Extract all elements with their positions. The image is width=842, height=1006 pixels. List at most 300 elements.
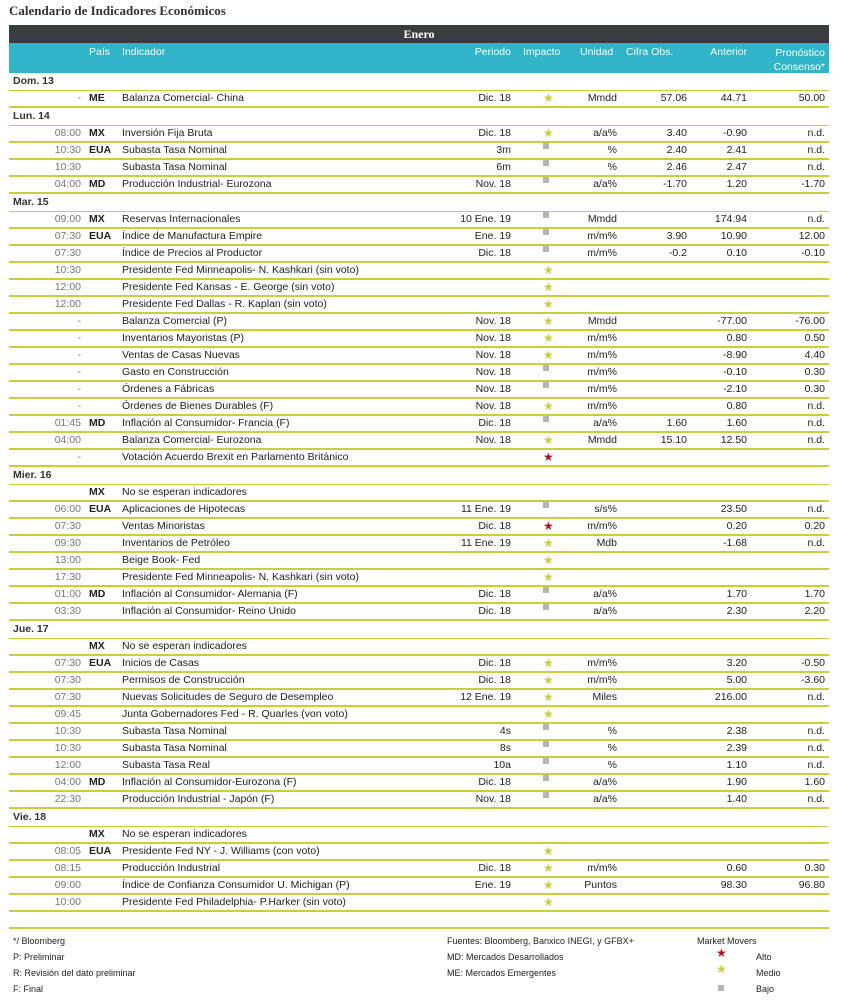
legend-medio-icon: ★	[716, 962, 727, 976]
cell-hora: 17:30	[54, 571, 81, 583]
cell-ind: Subasta Tasa Real	[122, 759, 210, 771]
cell-ant: 2.39	[726, 742, 747, 754]
cell-uni: m/m%	[587, 366, 617, 378]
cell-ind: Gasto en Construcción	[122, 366, 229, 378]
cell-ant: 1.20	[726, 178, 747, 190]
cell-uni: Mmdd	[587, 92, 617, 104]
cell-per: Dic. 18	[478, 588, 511, 600]
cell-ind: Permisos de Construcción	[122, 674, 245, 686]
cell-ant: 3.20	[726, 657, 747, 669]
cell-pron: n.d.	[807, 759, 825, 771]
cell-uni: m/m%	[587, 674, 617, 686]
cell-ind: Subasta Tasa Nominal	[122, 742, 227, 754]
legend-alto-label: Alto	[756, 952, 772, 962]
cell-uni: a/a%	[593, 178, 617, 190]
cell-pais: MX	[89, 127, 105, 139]
cell-cifra: 15.10	[660, 434, 687, 446]
cell-pais: EUA	[89, 657, 112, 669]
cell-uni: a/a%	[593, 127, 617, 139]
cell-per: Nov. 18	[475, 332, 511, 344]
cell-cifra: 2.40	[666, 144, 687, 156]
legend-title: Market Movers	[697, 936, 757, 946]
cell-uni: %	[607, 759, 617, 771]
cell-uni: Miles	[592, 691, 617, 703]
cell-hora: 10:00	[54, 896, 81, 908]
cell-pron: -76.00	[795, 315, 825, 327]
cell-uni: a/a%	[593, 417, 617, 429]
cell-hora: 04:00	[54, 434, 81, 446]
cell-pais: MD	[89, 776, 106, 788]
cell-ind: Inversión Fija Bruta	[122, 127, 213, 139]
cell-hora: 10:30	[54, 144, 81, 156]
cell-ant: 1.10	[726, 759, 747, 771]
cell-pron: 96.80	[798, 879, 825, 891]
cell-pron: n.d.	[807, 742, 825, 754]
cell-per: Dic. 18	[478, 605, 511, 617]
table-row: 08:15 Producción Industrial Dic. 18 m/m% 0.60 0.30 ★	[9, 861, 829, 878]
cell-ind: Inflación al Consumidor- Francia (F)	[122, 417, 290, 429]
cell-pron: n.d.	[807, 127, 825, 139]
col-unidad: Unidad	[580, 46, 614, 58]
col-pronostico	[774, 46, 825, 74]
table-row: - Inventarios Mayoristas (P) Nov. 18 m/m% 0.80 0.50 ★	[9, 331, 829, 348]
table-row	[9, 587, 829, 604]
page-title: Calendario de Indicadores Económicos	[9, 3, 226, 18]
cell-ant: 0.80	[726, 332, 747, 344]
cell-pron: 0.30	[804, 366, 825, 378]
cell-ind: Nuevas Solicitudes de Seguro de Desempleo	[122, 691, 334, 703]
table-row: - Órdenes de Bienes Durables (F) Nov. 18 m/m% 0.80 n.d. ★	[9, 399, 829, 416]
cell-pron: 2.20	[804, 605, 825, 617]
cell-hora: 12:00	[54, 298, 81, 310]
cell-per: Ene. 19	[474, 230, 511, 242]
cell-per: Dic. 18	[478, 674, 511, 686]
cell-pron: n.d.	[807, 725, 825, 737]
table-row: 07:30 Ventas Minoristas Dic. 18 m/m% 0.20 0.20 ★	[9, 519, 829, 536]
cell-ind: Inflación al Consumidor-Eurozona (F)	[122, 776, 297, 788]
cell-per: Dic. 18	[478, 657, 511, 669]
col-pais: País	[89, 46, 111, 58]
cell-ant: -0.10	[723, 366, 747, 378]
cell-hora: -	[77, 366, 81, 378]
table-row: - Ventas de Casas Nuevas Nov. 18 m/m% -8.90 4.40 ★	[9, 348, 829, 365]
cell-ind: Inflación al Consumidor- Reino Unido	[122, 605, 296, 617]
cell-uni: %	[607, 725, 617, 737]
cell-hora: 09:00	[54, 879, 81, 891]
cell-uni: m/m%	[587, 230, 617, 242]
cell-hora: 01:45	[54, 417, 81, 429]
cell-per: Nov. 18	[475, 434, 511, 446]
table-row	[9, 775, 829, 792]
cell-ant: 0.20	[726, 520, 747, 532]
cell-ant: -8.90	[723, 349, 747, 361]
table-row	[9, 639, 829, 656]
cell-per: Dic. 18	[478, 776, 511, 788]
cell-hora: -	[77, 92, 81, 104]
cell-ind: Balanza Comercial- China	[122, 92, 244, 104]
cell-per: Nov. 18	[475, 383, 511, 395]
cell-ant: 12.50	[720, 434, 747, 446]
cell-pron: 4.40	[804, 349, 825, 361]
cell-ind: Ventas Minoristas	[122, 520, 205, 532]
cell-per: Nov. 18	[475, 366, 511, 378]
cell-uni: m/m%	[587, 862, 617, 874]
table-row	[9, 246, 829, 263]
cell-pron: 0.20	[804, 520, 825, 532]
cell-per: Dic. 18	[478, 92, 511, 104]
cell-ind: Índice de Confianza Consumidor U. Michigan (P)	[122, 879, 350, 891]
cell-uni: s/s%	[594, 503, 617, 515]
footnote-preliminar: P: Preliminar	[13, 952, 65, 962]
footnote-me: ME: Mercados Emergentes	[447, 968, 557, 978]
table-row: 13:00 Beige Book- Fed ★	[9, 553, 829, 570]
table-row: 09:45 Junta Gobernadores Fed - R. Quarles (von voto) ★	[9, 707, 829, 724]
cell-ant: 2.38	[726, 725, 747, 737]
cell-ant: 0.10	[726, 247, 747, 259]
cell-uni: Mmdd	[587, 315, 617, 327]
cell-cifra: -1.70	[663, 178, 687, 190]
cell-pron: n.d.	[807, 503, 825, 515]
table-row: 08:05 EUA Presidente Fed NY - J. Williams (con voto) ★	[9, 844, 829, 861]
cell-per: 10a	[493, 759, 511, 771]
day-section-header: Vie. 18	[9, 809, 829, 827]
table-row	[9, 365, 829, 382]
cell-pron: n.d.	[807, 213, 825, 225]
cell-pais: MX	[89, 486, 105, 498]
cell-cifra: 2.46	[666, 161, 687, 173]
cell-ant: 174.94	[714, 213, 747, 225]
legend-bajo-icon	[718, 982, 724, 992]
col-pronostico-line2: Consenso*	[773, 61, 825, 73]
table-row: 08:00 MX Inversión Fija Bruta Dic. 18 a/a% 3.40 -0.90 n.d. ★	[9, 126, 829, 143]
cell-hora: 06:00	[54, 503, 81, 515]
table-row: 12:00 Presidente Fed Dallas - R. Kaplan (sin voto) ★	[9, 297, 829, 314]
cell-ind: Balanza Comercial (P)	[122, 315, 228, 327]
cell-ant: 0.80	[726, 400, 747, 412]
cell-hora: -	[77, 383, 81, 395]
cell-per: Nov. 18	[475, 349, 511, 361]
cell-hora: 04:00	[54, 178, 81, 190]
table-row: 07:30 EUA Inicios de Casas Dic. 18 m/m% 3.20 -0.50 ★	[9, 656, 829, 673]
cell-hora: 07:30	[54, 520, 81, 532]
footnote-revision: R: Revisión del dato preliminar	[13, 968, 136, 978]
cell-pais: MD	[89, 417, 106, 429]
cell-cifra: 3.40	[666, 127, 687, 139]
cell-ant: 0.60	[726, 862, 747, 874]
table-row: 07:30 Nuevas Solicitudes de Seguro de Desempleo 12 Ene. 19 Miles 216.00 n.d. ★	[9, 690, 829, 707]
cell-ant: 98.30	[720, 879, 747, 891]
cell-pron: -0.50	[801, 657, 825, 669]
day-section-header: Mar. 15	[9, 194, 829, 212]
table-row	[9, 485, 829, 502]
day-section-header: Lun. 14	[9, 108, 829, 126]
table-row	[9, 792, 829, 809]
cell-hora: 09:45	[54, 708, 81, 720]
cell-hora: 08:00	[54, 127, 81, 139]
cell-per: Nov. 18	[475, 793, 511, 805]
cell-ant: -0.90	[723, 127, 747, 139]
legend-medio-label: Medio	[756, 968, 781, 978]
cell-hora: 22:30	[54, 793, 81, 805]
table-body	[9, 73, 829, 912]
legend-alto-icon: ★	[716, 946, 727, 960]
month-header: Enero	[9, 25, 829, 43]
footnote-bloomberg: */ Bloomberg	[13, 936, 66, 946]
cell-pron: 0.30	[804, 383, 825, 395]
footnote-final: F: Final	[13, 984, 44, 994]
column-headers	[9, 43, 829, 73]
cell-pron: 1.70	[804, 588, 825, 600]
cell-pron: n.d.	[807, 417, 825, 429]
table-row: 10:00 Presidente Fed Philadelphia- P.Harker (sin voto) ★	[9, 895, 829, 912]
cell-uni: Mmdd	[587, 213, 617, 225]
cell-hora: 10:30	[54, 264, 81, 276]
cell-per: 8s	[499, 742, 511, 754]
cell-ant: 1.70	[726, 588, 747, 600]
cell-ind: Subasta Tasa Nominal	[122, 144, 227, 156]
cell-pais: EUA	[89, 230, 112, 242]
cell-per: Nov. 18	[475, 400, 511, 412]
cell-cifra: 3.90	[666, 230, 687, 242]
indicators-table	[9, 25, 829, 912]
cell-pron: 0.30	[804, 862, 825, 874]
cell-ant: -2.10	[723, 383, 747, 395]
cell-pais: MD	[89, 588, 106, 600]
cell-cifra: 57.06	[660, 92, 687, 104]
table-row: 12:00 Presidente Fed Kansas - E. George (sin voto) ★	[9, 280, 829, 297]
cell-uni: %	[607, 742, 617, 754]
table-row	[9, 212, 829, 229]
table-row	[9, 758, 829, 775]
cell-pais: EUA	[89, 845, 112, 857]
cell-pron: 0.50	[804, 332, 825, 344]
cell-ant: 44.71	[720, 92, 747, 104]
cell-ind: Junta Gobernadores Fed - R. Quarles (von voto)	[122, 708, 348, 720]
cell-hora: -	[77, 400, 81, 412]
cell-ant: -1.68	[723, 537, 747, 549]
cell-ind: Índice de Manufactura Empire	[122, 230, 263, 242]
table-row: 17:30 Presidente Fed Minneapolis- N. Kashkari (sin voto) ★	[9, 570, 829, 587]
cell-hora: -	[77, 349, 81, 361]
col-anterior: Anterior	[710, 46, 747, 58]
cell-pais: EUA	[89, 503, 112, 515]
cell-pron: -1.70	[801, 178, 825, 190]
table-row: 09:30 Inventarios de Petróleo 11 Ene. 19 Mdb -1.68 n.d. ★	[9, 536, 829, 553]
table-row: 07:30 Permisos de Construcción Dic. 18 m/m% 5.00 -3.60 ★	[9, 673, 829, 690]
cell-ind: Presidente Fed Minneapolis- N. Kashkari (sin voto)	[122, 571, 359, 583]
cell-ind: Inventarios Mayoristas (P)	[122, 332, 244, 344]
cell-pron: n.d.	[807, 161, 825, 173]
cell-pron: n.d.	[807, 537, 825, 549]
col-periodo: Periodo	[474, 46, 511, 58]
cell-uni: Puntos	[584, 879, 617, 891]
cell-ant: 2.47	[726, 161, 747, 173]
cell-per: Dic. 18	[478, 520, 511, 532]
table-row	[9, 416, 829, 433]
cell-pron: -0.10	[801, 247, 825, 259]
cell-per: 11 Ene. 19	[460, 537, 511, 549]
table-row	[9, 382, 829, 399]
table-row: 09:00 Índice de Confianza Consumidor U. Michigan (P) Ene. 19 Puntos 98.30 96.80 ★	[9, 878, 829, 895]
cell-pron: n.d.	[807, 144, 825, 156]
cell-hora: 07:30	[54, 657, 81, 669]
cell-uni: %	[607, 161, 617, 173]
table-row	[9, 177, 829, 194]
day-section-header: Dom. 13	[9, 73, 829, 91]
cell-ind: Presidente Fed NY - J. Williams (con voto)	[122, 845, 320, 857]
cell-pron: -3.60	[801, 674, 825, 686]
cell-per: 6m	[496, 161, 511, 173]
cell-hora: 08:05	[54, 845, 81, 857]
cell-per: 10 Ene. 19	[460, 213, 511, 225]
cell-ind: Producción Industrial- Eurozona	[122, 178, 272, 190]
legend-bajo-label: Bajo	[756, 984, 775, 994]
cell-ant: -77.00	[717, 315, 747, 327]
cell-ant: 1.60	[726, 417, 747, 429]
cell-ant: 2.30	[726, 605, 747, 617]
cell-ind: No se esperan indicadores	[122, 486, 247, 498]
cell-pais: MX	[89, 828, 105, 840]
cell-uni: m/m%	[587, 383, 617, 395]
cell-ind: Subasta Tasa Nominal	[122, 725, 227, 737]
cell-ind: Órdenes de Bienes Durables (F)	[122, 400, 274, 412]
cell-pron: n.d.	[807, 400, 825, 412]
cell-per: Dic. 18	[478, 862, 511, 874]
cell-per: Nov. 18	[475, 315, 511, 327]
cell-ind: Presidente Fed Dallas - R. Kaplan (sin voto)	[122, 298, 327, 310]
footnote-md: MD: Mercados Desarrollados	[447, 952, 564, 962]
cell-hora: -	[77, 332, 81, 344]
col-impacto: Impacto	[523, 46, 561, 58]
cell-ind: Producción Industrial	[122, 862, 221, 874]
cell-ant: 2.41	[726, 144, 747, 156]
cell-uni: m/m%	[587, 349, 617, 361]
cell-uni: m/m%	[587, 657, 617, 669]
cell-ant: 1.40	[726, 793, 747, 805]
cell-ind: Balanza Comercial- Eurozona	[122, 434, 262, 446]
col-indicador: Indicador	[122, 46, 166, 58]
cell-ind: Aplicaciones de Hipotecas	[122, 503, 246, 515]
table-row	[9, 604, 829, 621]
cell-uni: m/m%	[587, 520, 617, 532]
cell-hora: 04:00	[54, 776, 81, 788]
cell-pais: MD	[89, 178, 106, 190]
table-row	[9, 741, 829, 758]
col-cifra: Cifra Obs.	[626, 46, 674, 58]
cell-ind: Producción Industrial - Japón (F)	[122, 793, 275, 805]
cell-per: Dic. 18	[478, 127, 511, 139]
cell-uni: a/a%	[593, 776, 617, 788]
cell-ind: Presidente Fed Minneapolis- N. Kashkari (sin voto)	[122, 264, 359, 276]
cell-ind: Votación Acuerdo Brexit en Parlamento Británico	[122, 451, 349, 463]
cell-pron: 50.00	[798, 92, 825, 104]
cell-ind: Inventarios de Petróleo	[122, 537, 230, 549]
cell-uni: a/a%	[593, 588, 617, 600]
cell-hora: 10:30	[54, 161, 81, 173]
footer-divider	[9, 927, 829, 929]
cell-hora: 07:30	[54, 691, 81, 703]
cell-hora: 13:00	[54, 554, 81, 566]
cell-hora: 12:00	[54, 281, 81, 293]
cell-ant: 5.00	[726, 674, 747, 686]
table-row	[9, 143, 829, 160]
cell-ind: Órdenes a Fábricas	[122, 383, 215, 395]
cell-ind: Presidente Fed Philadelphia- P.Harker (sin voto)	[122, 896, 346, 908]
cell-uni: a/a%	[593, 793, 617, 805]
table-row: - Votación Acuerdo Brexit en Parlamento Británico ★	[9, 450, 829, 467]
cell-ind: Presidente Fed Kansas - E. George (sin voto)	[122, 281, 335, 293]
table-row: 04:00 Balanza Comercial- Eurozona Nov. 18 Mmdd 15.10 12.50 n.d. ★	[9, 433, 829, 450]
cell-ind: Subasta Tasa Nominal	[122, 161, 227, 173]
cell-per: 4s	[499, 725, 511, 737]
cell-uni: Mdb	[596, 537, 617, 549]
cell-ind: Beige Book- Fed	[122, 554, 201, 566]
cell-ind: Reservas Internacionales	[122, 213, 241, 225]
cell-per: 3m	[496, 144, 511, 156]
cell-ind: No se esperan indicadores	[122, 828, 247, 840]
table-row	[9, 160, 829, 177]
cell-per: 12 Ene. 19	[460, 691, 511, 703]
cell-pron: n.d.	[807, 434, 825, 446]
cell-uni: Mmdd	[587, 434, 617, 446]
cell-per: Nov. 18	[475, 178, 511, 190]
cell-per: Dic. 18	[478, 247, 511, 259]
cell-ind: Inicios de Casas	[122, 657, 200, 669]
day-section-header: Jue. 17	[9, 621, 829, 639]
cell-uni: a/a%	[593, 605, 617, 617]
cell-hora: 08:15	[54, 862, 81, 874]
cell-uni: m/m%	[587, 400, 617, 412]
cell-uni: m/m%	[587, 332, 617, 344]
cell-ind: Inflación al Consumidor- Alemania (F)	[122, 588, 298, 600]
cell-hora: 03:30	[54, 605, 81, 617]
cell-pron: 12.00	[798, 230, 825, 242]
cell-ant: 10.90	[720, 230, 747, 242]
cell-per: Dic. 18	[478, 417, 511, 429]
cell-hora: 07:30	[54, 230, 81, 242]
table-row: - ME Balanza Comercial- China Dic. 18 Mmdd 57.06 44.71 50.00 ★	[9, 91, 829, 108]
cell-pron: n.d.	[807, 691, 825, 703]
cell-hora: 10:30	[54, 742, 81, 754]
table-row	[9, 502, 829, 519]
cell-uni: %	[607, 144, 617, 156]
cell-ind: Índice de Precios al Productor	[122, 247, 263, 259]
cell-cifra: -0.2	[668, 247, 687, 259]
cell-hora: 07:30	[54, 674, 81, 686]
cell-pron: n.d.	[807, 793, 825, 805]
cell-ant: 1.90	[726, 776, 747, 788]
cell-pais: EUA	[89, 144, 112, 156]
cell-cifra: 1.60	[666, 417, 687, 429]
table-row: 10:30 Presidente Fed Minneapolis- N. Kashkari (sin voto) ★	[9, 263, 829, 280]
cell-hora: 09:00	[54, 213, 81, 225]
cell-uni: m/m%	[587, 247, 617, 259]
table-row	[9, 724, 829, 741]
cell-pais: MX	[89, 213, 105, 225]
cell-ant: 216.00	[714, 691, 747, 703]
cell-ind: Ventas de Casas Nuevas	[122, 349, 240, 361]
cell-per: Ene. 19	[474, 879, 511, 891]
cell-hora: 07:30	[54, 247, 81, 259]
cell-hora: -	[77, 451, 81, 463]
cell-ant: 23.50	[720, 503, 747, 515]
footnote-fuentes: Fuentes: Bloomberg, Banxico INEGI, y GFBX+	[447, 936, 634, 946]
cell-per: 11 Ene. 19	[460, 503, 511, 515]
cell-hora: 09:30	[54, 537, 81, 549]
cell-hora: 12:00	[54, 759, 81, 771]
table-row	[9, 827, 829, 844]
cell-ind: No se esperan indicadores	[122, 640, 247, 652]
